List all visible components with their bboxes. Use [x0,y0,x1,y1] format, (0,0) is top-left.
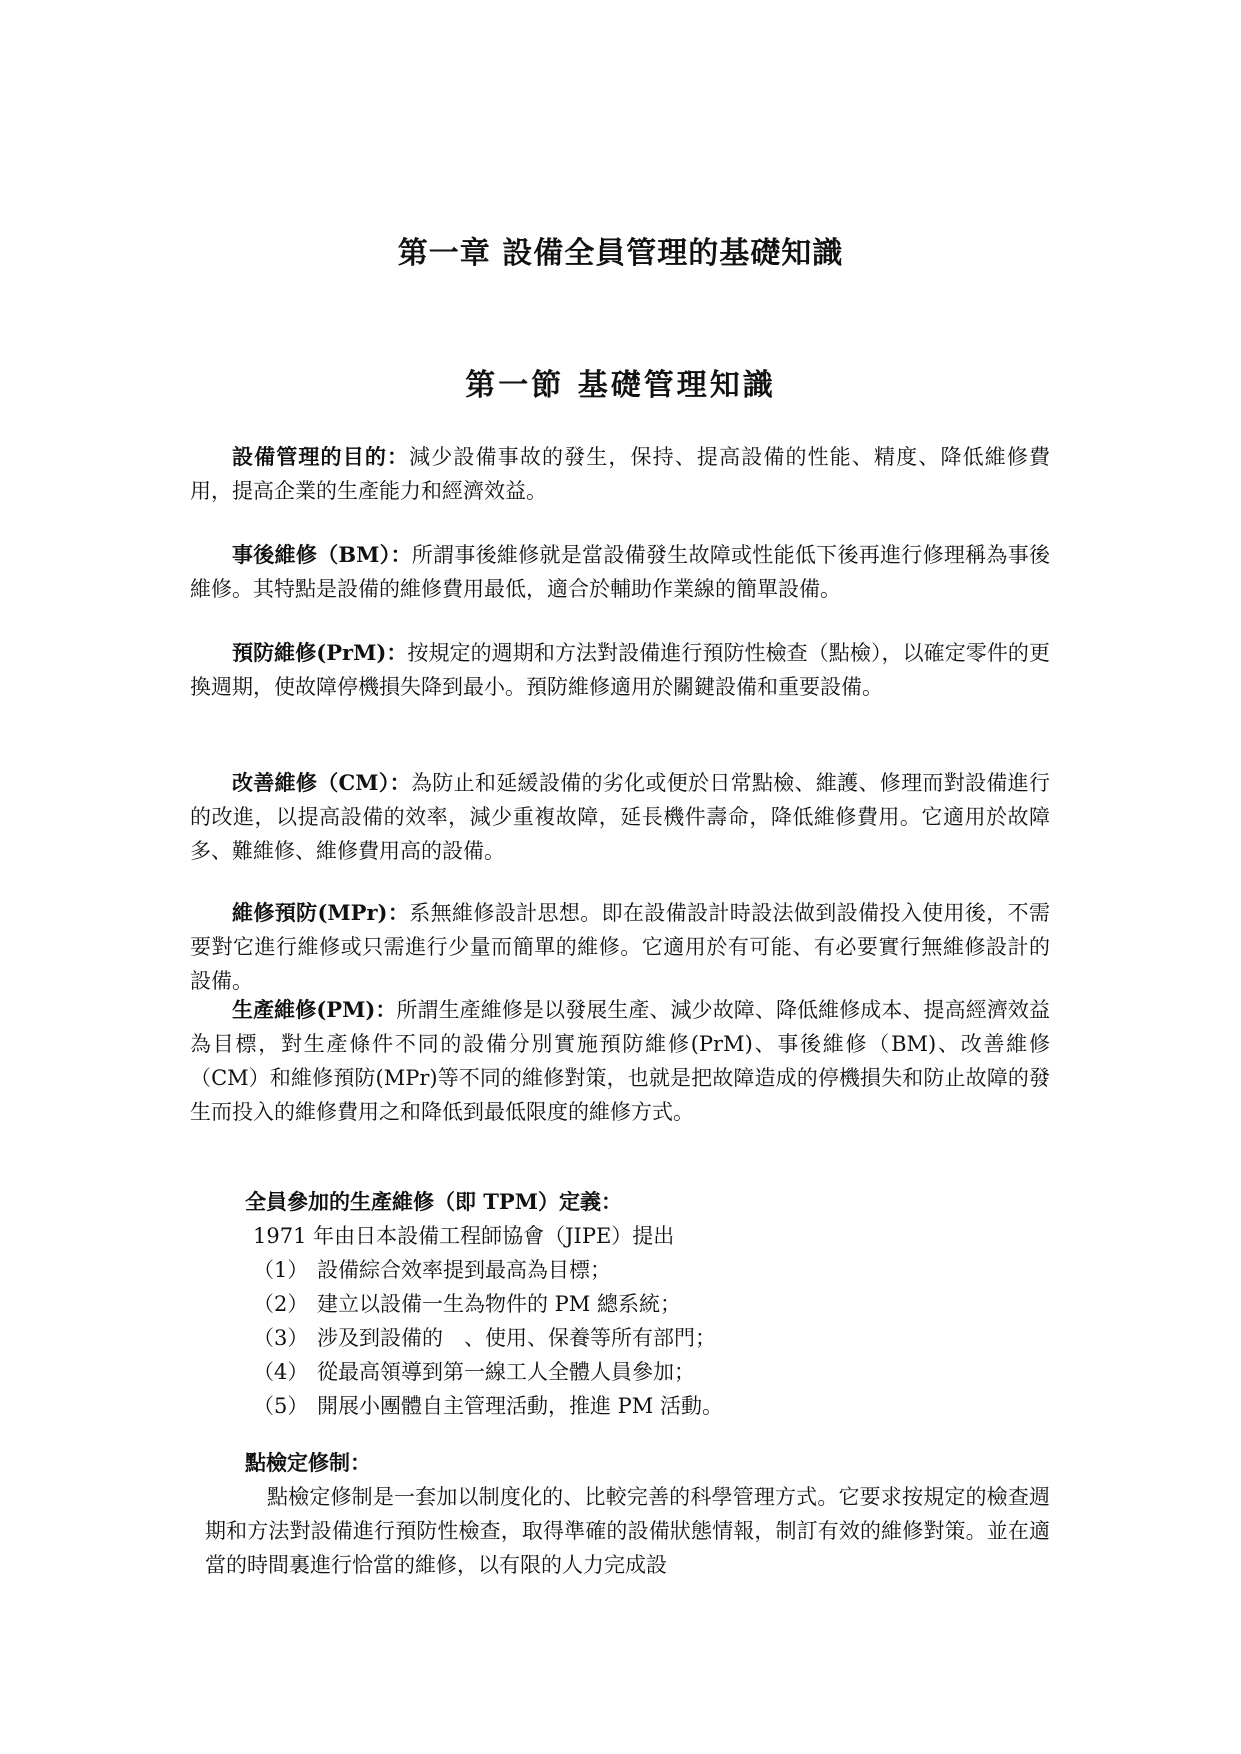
term-label: 維修預防(MPr)： [232,900,410,925]
paragraph-text: 減少設備事故的發生，保持、提高設備的性能、精度、降低維修費用，提高企業的生產能力和經濟效益。 [190,445,1051,503]
paragraph-text: 為防止和延緩設備的劣化或便於日常點檢、維護、修理而對設備進行的改進，以提高設備的效率，減少重複故障，延長機件壽命，降低維修費用。它適用於故障多、難維修、維修費用高的設備。 [190,771,1050,863]
list-text: 從最高領導到第一線工人全體人員參加； [317,1360,695,1384]
paragraph-text: 所謂事後維修就是當設備發生故障或性能低下後再進行修理稱為事後維修。其特點是設備的維修費用最低，適合於輔助作業線的簡單設備。 [190,543,1050,601]
list-item [253,1253,1045,1287]
term-label: 改善維修（CM）： [232,770,411,795]
list-text: 開展小團體自主管理活動，推進 PM 活動。 [317,1394,723,1418]
list-number: （3） [253,1326,309,1350]
paragraph-maintenance-prevention [190,896,1050,998]
chapter-title: 第一章 設備全員管理的基礎知識 [397,236,844,271]
paragraph-text: 按規定的週期和方法對設備進行預防性檢查（點檢），以確定零件的更換週期，使故障停機損失降到最小。預防維修適用於關鍵設備和重要設備。 [190,641,1050,699]
list-text: 設備綜合效率提到最高為目標； [317,1258,611,1282]
tpm-heading: 全員參加的生產維修（即 TPM）定義： [245,1189,622,1214]
list-text: 涉及到設備的 、使用、保養等所有部門； [317,1326,716,1350]
paragraph-text: 所謂生產維修是以發展生產、減少故障、降低維修成本、提高經濟效益為目標，對生產條件不同的設備分別實施預防維修(PrM)、事後維修（BM)、改善維修（CM）和維修預防(MPr)等不同的維修對策，也就是把故障造成的停機損失和防止故障的發生而投入的維修費用之和降低到最低限度的維修方式。 [190,998,1050,1124]
tpm-list [245,1253,1045,1423]
list-item [253,1355,1045,1389]
list-item [253,1321,1045,1355]
list-text: 建立以設備一生為物件的 PM 總系統； [317,1292,681,1316]
tpm-definition [245,1185,1045,1423]
term-label: 生產維修(PM)： [232,997,397,1022]
list-number: （5） [253,1394,309,1418]
term-label: 事後維修（BM）： [232,542,412,567]
list-number: （1） [253,1258,309,1282]
paragraph-corrective-maintenance [190,766,1050,868]
paragraph-breakdown-maintenance [190,538,1050,606]
list-number: （2） [253,1292,309,1316]
inspection-heading: 點檢定修制： [245,1450,371,1475]
tpm-intro: 1971 年由日本設備工程師協會（JIPE）提出 [253,1224,675,1248]
paragraph-preventive-maintenance [190,636,1050,704]
paragraph-purpose [190,440,1050,508]
list-item [253,1389,1045,1423]
list-number: （4） [253,1360,309,1384]
term-label: 預防維修(PrM)： [232,640,408,665]
list-item [253,1287,1045,1321]
inspection-text: 點檢定修制是一套加以制度化的、比較完善的科學管理方式。它要求按規定的檢查週期和方法對設備進行預防性檢查，取得準確的設備狀態情報，制訂有效的維修對策。並在適當的時間裏進行恰當的維修，以有限的人力完成設 [205,1485,1050,1577]
section-title: 第一節 基礎管理知識 [465,368,776,403]
paragraph-text: 系無維修設計思想。即在設備設計時設法做到設備投入使用後，不需要對它進行維修或只需進行少量而簡單的維修。它適用於有可能、有必要實行無維修設計的設備。 [190,901,1051,993]
term-label: 設備管理的目的： [232,444,410,469]
paragraph-productive-maintenance [190,993,1050,1129]
